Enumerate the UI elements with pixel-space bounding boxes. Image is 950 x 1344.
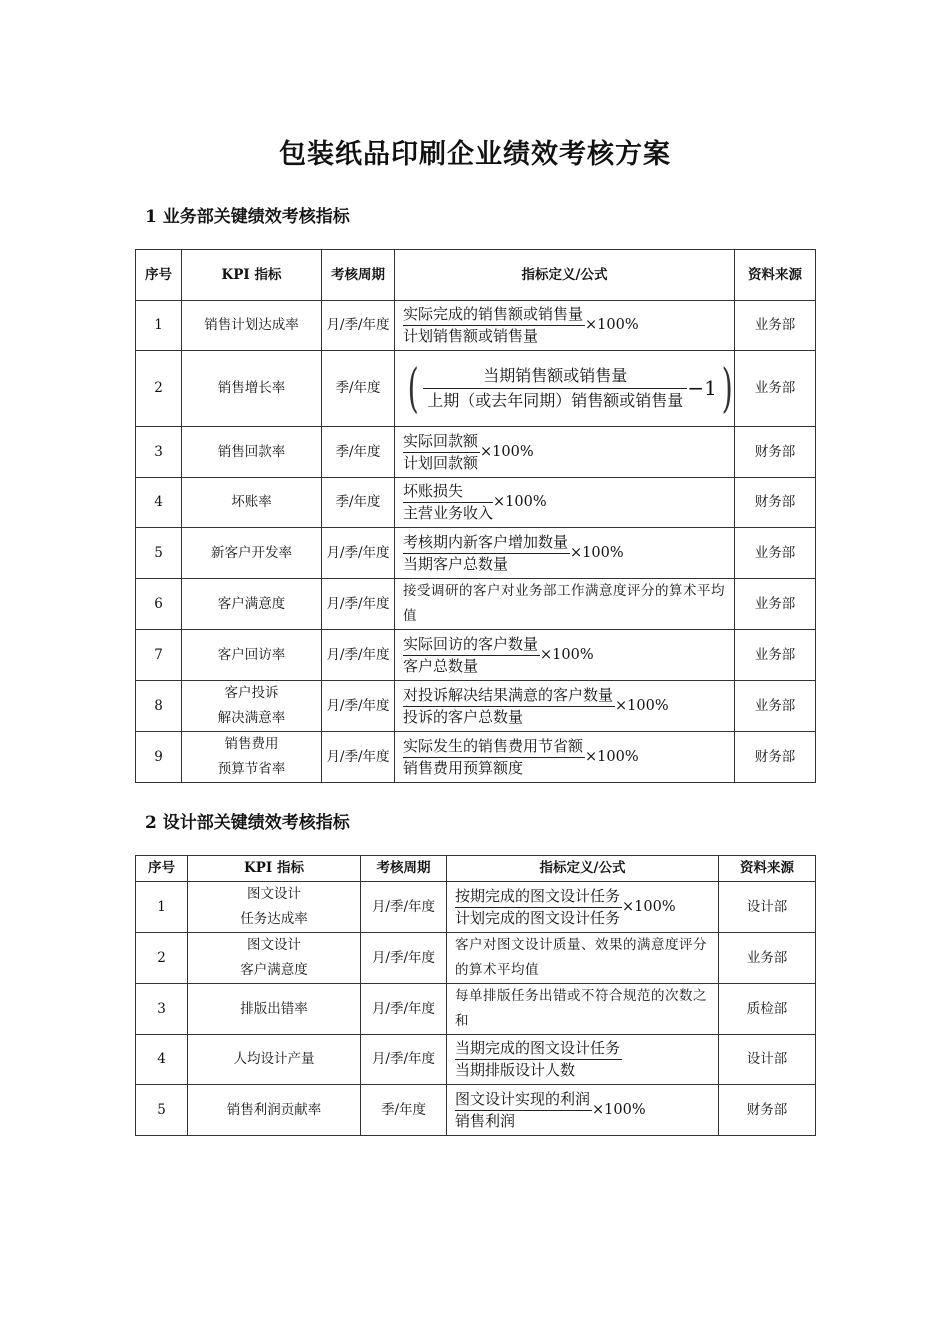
row-formula bbox=[395, 478, 735, 528]
denominator: 销售利润 bbox=[455, 1111, 516, 1130]
row-kpi: 销售回款率 bbox=[182, 427, 322, 478]
row-kpi: 销售利润贡献率 bbox=[188, 1085, 361, 1136]
row-kpi: 坏账率 bbox=[182, 478, 322, 528]
row-period: 月/季/年度 bbox=[322, 630, 395, 681]
table-row bbox=[136, 681, 816, 732]
formula-text: 接受调研的客户对业务部工作满意度评分的算术平均值 bbox=[403, 583, 725, 624]
header-kpi: KPI 指标 bbox=[188, 856, 361, 882]
row-source: 财务部 bbox=[735, 427, 816, 478]
row-source: 设计部 bbox=[719, 882, 816, 933]
table-row bbox=[136, 579, 816, 630]
row-no: 2 bbox=[136, 933, 188, 984]
denominator: 当期排版设计人数 bbox=[455, 1061, 576, 1079]
numerator: 实际发生的销售费用节省额 bbox=[403, 736, 585, 758]
multiplier: ×100% bbox=[480, 443, 534, 460]
row-formula bbox=[395, 301, 735, 351]
row-no: 8 bbox=[136, 681, 182, 732]
kpi-line-1: 图文设计 bbox=[247, 886, 301, 902]
kpi-line-1: 图文设计 bbox=[247, 937, 301, 953]
row-no: 3 bbox=[136, 427, 182, 478]
fraction bbox=[455, 1089, 592, 1132]
denominator: 计划回款额 bbox=[403, 453, 479, 472]
numerator: 考核期内新客户增加数量 bbox=[403, 532, 570, 554]
growth-formula bbox=[403, 358, 735, 419]
fraction bbox=[403, 736, 585, 779]
fraction bbox=[403, 431, 480, 474]
numerator: 实际回访的客户数量 bbox=[403, 634, 540, 656]
row-kpi: 客户回访率 bbox=[182, 630, 322, 681]
table-row bbox=[136, 882, 816, 933]
row-period: 月/季/年度 bbox=[322, 732, 395, 783]
row-kpi bbox=[188, 933, 361, 984]
row-source: 业务部 bbox=[735, 351, 816, 427]
row-no: 4 bbox=[136, 1035, 188, 1085]
row-kpi bbox=[188, 882, 361, 933]
kpi-line-1: 客户投诉 bbox=[224, 685, 279, 701]
multiplier: ×100% bbox=[615, 697, 669, 714]
row-period: 月/季/年度 bbox=[361, 933, 447, 984]
numerator: 图文设计实现的利润 bbox=[455, 1089, 592, 1111]
numerator: 对投诉解决结果满意的客户数量 bbox=[403, 685, 615, 707]
sales-kpi-table bbox=[135, 249, 816, 783]
row-period: 月/季/年度 bbox=[361, 1035, 447, 1085]
kpi-line-1: 销售费用 bbox=[224, 736, 279, 752]
row-no: 1 bbox=[136, 301, 182, 351]
row-formula bbox=[447, 933, 719, 984]
left-paren: ( bbox=[407, 358, 419, 419]
row-no: 5 bbox=[136, 528, 182, 579]
row-source: 财务部 bbox=[719, 1085, 816, 1136]
numerator: 当期销售额或销售量 bbox=[423, 364, 687, 389]
row-source: 业务部 bbox=[735, 579, 816, 630]
fraction bbox=[403, 304, 585, 347]
row-period: 月/季/年度 bbox=[322, 681, 395, 732]
row-formula bbox=[447, 1085, 719, 1136]
row-source: 财务部 bbox=[735, 732, 816, 783]
header-source: 资料来源 bbox=[719, 856, 816, 882]
denominator: 投诉的客户总数量 bbox=[403, 707, 524, 726]
numerator: 当期完成的图文设计任务 bbox=[455, 1038, 622, 1060]
multiplier: ×100% bbox=[493, 494, 547, 510]
fraction bbox=[403, 532, 570, 575]
header-period: 考核周期 bbox=[361, 856, 447, 882]
row-period: 季/年度 bbox=[322, 351, 395, 427]
header-no: 序号 bbox=[136, 250, 182, 301]
row-period: 月/季/年度 bbox=[322, 579, 395, 630]
row-no: 5 bbox=[136, 1085, 188, 1136]
header-formula: 指标定义/公式 bbox=[447, 856, 719, 882]
minus-one: −1 bbox=[687, 376, 717, 400]
row-source: 业务部 bbox=[735, 630, 816, 681]
row-formula bbox=[395, 579, 735, 630]
row-kpi: 销售增长率 bbox=[182, 351, 322, 427]
formula-text: 每单排版任务出错或不符合规范的次数之和 bbox=[455, 988, 707, 1029]
header-formula: 指标定义/公式 bbox=[395, 250, 735, 301]
denominator: 计划完成的图文设计任务 bbox=[455, 908, 621, 927]
table-row bbox=[136, 984, 816, 1035]
row-no: 1 bbox=[136, 882, 188, 933]
row-formula bbox=[447, 984, 719, 1035]
header-no: 序号 bbox=[136, 856, 188, 882]
row-source: 业务部 bbox=[735, 528, 816, 579]
fraction bbox=[455, 886, 622, 929]
table-row bbox=[136, 1085, 816, 1136]
table-row bbox=[136, 528, 816, 579]
table-row bbox=[136, 732, 816, 783]
multiplier: ×100% bbox=[540, 646, 594, 663]
section-1-heading: 1 业务部关键绩效考核指标 bbox=[145, 207, 350, 227]
row-period: 季/年度 bbox=[322, 427, 395, 478]
denominator: 主营业务收入 bbox=[403, 504, 494, 522]
header-period: 考核周期 bbox=[322, 250, 395, 301]
row-period: 月/季/年度 bbox=[361, 984, 447, 1035]
multiplier: ×100% bbox=[585, 317, 639, 333]
row-source: 设计部 bbox=[719, 1035, 816, 1085]
header-source: 资料来源 bbox=[735, 250, 816, 301]
row-formula bbox=[395, 528, 735, 579]
row-no: 9 bbox=[136, 732, 182, 783]
fraction bbox=[455, 1038, 622, 1081]
row-kpi bbox=[182, 681, 322, 732]
denominator: 销售费用预算额度 bbox=[403, 758, 524, 777]
kpi-line-2: 任务达成率 bbox=[240, 911, 308, 927]
denominator: 当期客户总数量 bbox=[403, 554, 509, 573]
design-kpi-table bbox=[135, 855, 816, 1136]
row-kpi: 排版出错率 bbox=[188, 984, 361, 1035]
denominator: 上期（或去年同期）销售额或销售量 bbox=[427, 391, 684, 410]
document-title: 包装纸品印刷企业绩效考核方案 bbox=[279, 139, 671, 170]
numerator: 按期完成的图文设计任务 bbox=[455, 886, 622, 908]
kpi-line-2: 客户满意度 bbox=[240, 962, 308, 978]
row-source: 业务部 bbox=[719, 933, 816, 984]
numerator: 实际回款额 bbox=[403, 431, 480, 453]
row-no: 2 bbox=[136, 351, 182, 427]
row-formula bbox=[395, 630, 735, 681]
row-formula bbox=[395, 427, 735, 478]
row-formula bbox=[447, 1035, 719, 1085]
formula-text: 客户对图文设计质量、效果的满意度评分的算术平均值 bbox=[455, 937, 707, 978]
row-no: 3 bbox=[136, 984, 188, 1035]
row-source: 财务部 bbox=[735, 478, 816, 528]
row-no: 7 bbox=[136, 630, 182, 681]
row-no: 6 bbox=[136, 579, 182, 630]
row-period: 季/年度 bbox=[322, 478, 395, 528]
table-header-row bbox=[136, 856, 816, 882]
kpi-line-2: 解决满意率 bbox=[217, 710, 286, 726]
right-paren: ) bbox=[721, 358, 733, 419]
fraction bbox=[423, 364, 687, 413]
table-row bbox=[136, 301, 816, 351]
row-kpi: 新客户开发率 bbox=[182, 528, 322, 579]
numerator: 实际完成的销售额或销售量 bbox=[403, 304, 585, 326]
fraction bbox=[403, 685, 615, 728]
table-row bbox=[136, 1035, 816, 1085]
row-period: 季/年度 bbox=[361, 1085, 447, 1136]
row-kpi: 客户满意度 bbox=[182, 579, 322, 630]
multiplier: ×100% bbox=[622, 898, 676, 915]
row-source: 质检部 bbox=[719, 984, 816, 1035]
numerator: 坏账损失 bbox=[403, 481, 493, 503]
row-period: 月/季/年度 bbox=[322, 301, 395, 351]
row-kpi: 人均设计产量 bbox=[188, 1035, 361, 1085]
row-formula bbox=[395, 681, 735, 732]
row-kpi: 销售计划达成率 bbox=[182, 301, 322, 351]
multiplier: ×100% bbox=[592, 1101, 646, 1118]
multiplier: ×100% bbox=[585, 748, 639, 765]
row-source: 业务部 bbox=[735, 681, 816, 732]
denominator: 计划销售额或销售量 bbox=[403, 327, 539, 345]
fraction bbox=[403, 481, 493, 524]
row-no: 4 bbox=[136, 478, 182, 528]
header-kpi: KPI 指标 bbox=[182, 250, 322, 301]
section-2-heading: 2 设计部关键绩效考核指标 bbox=[145, 813, 350, 833]
table-row bbox=[136, 933, 816, 984]
multiplier: ×100% bbox=[570, 544, 624, 561]
row-kpi bbox=[182, 732, 322, 783]
row-source: 业务部 bbox=[735, 301, 816, 351]
kpi-line-2: 预算节省率 bbox=[217, 761, 286, 777]
table-row bbox=[136, 478, 816, 528]
table-row bbox=[136, 630, 816, 681]
row-period: 月/季/年度 bbox=[322, 528, 395, 579]
row-formula bbox=[447, 882, 719, 933]
table-header-row bbox=[136, 250, 816, 301]
row-period: 月/季/年度 bbox=[361, 882, 447, 933]
row-formula bbox=[395, 732, 735, 783]
row-formula bbox=[395, 351, 735, 427]
table-row bbox=[136, 351, 816, 427]
table-row bbox=[136, 427, 816, 478]
fraction bbox=[403, 634, 540, 677]
denominator: 客户总数量 bbox=[403, 656, 479, 675]
